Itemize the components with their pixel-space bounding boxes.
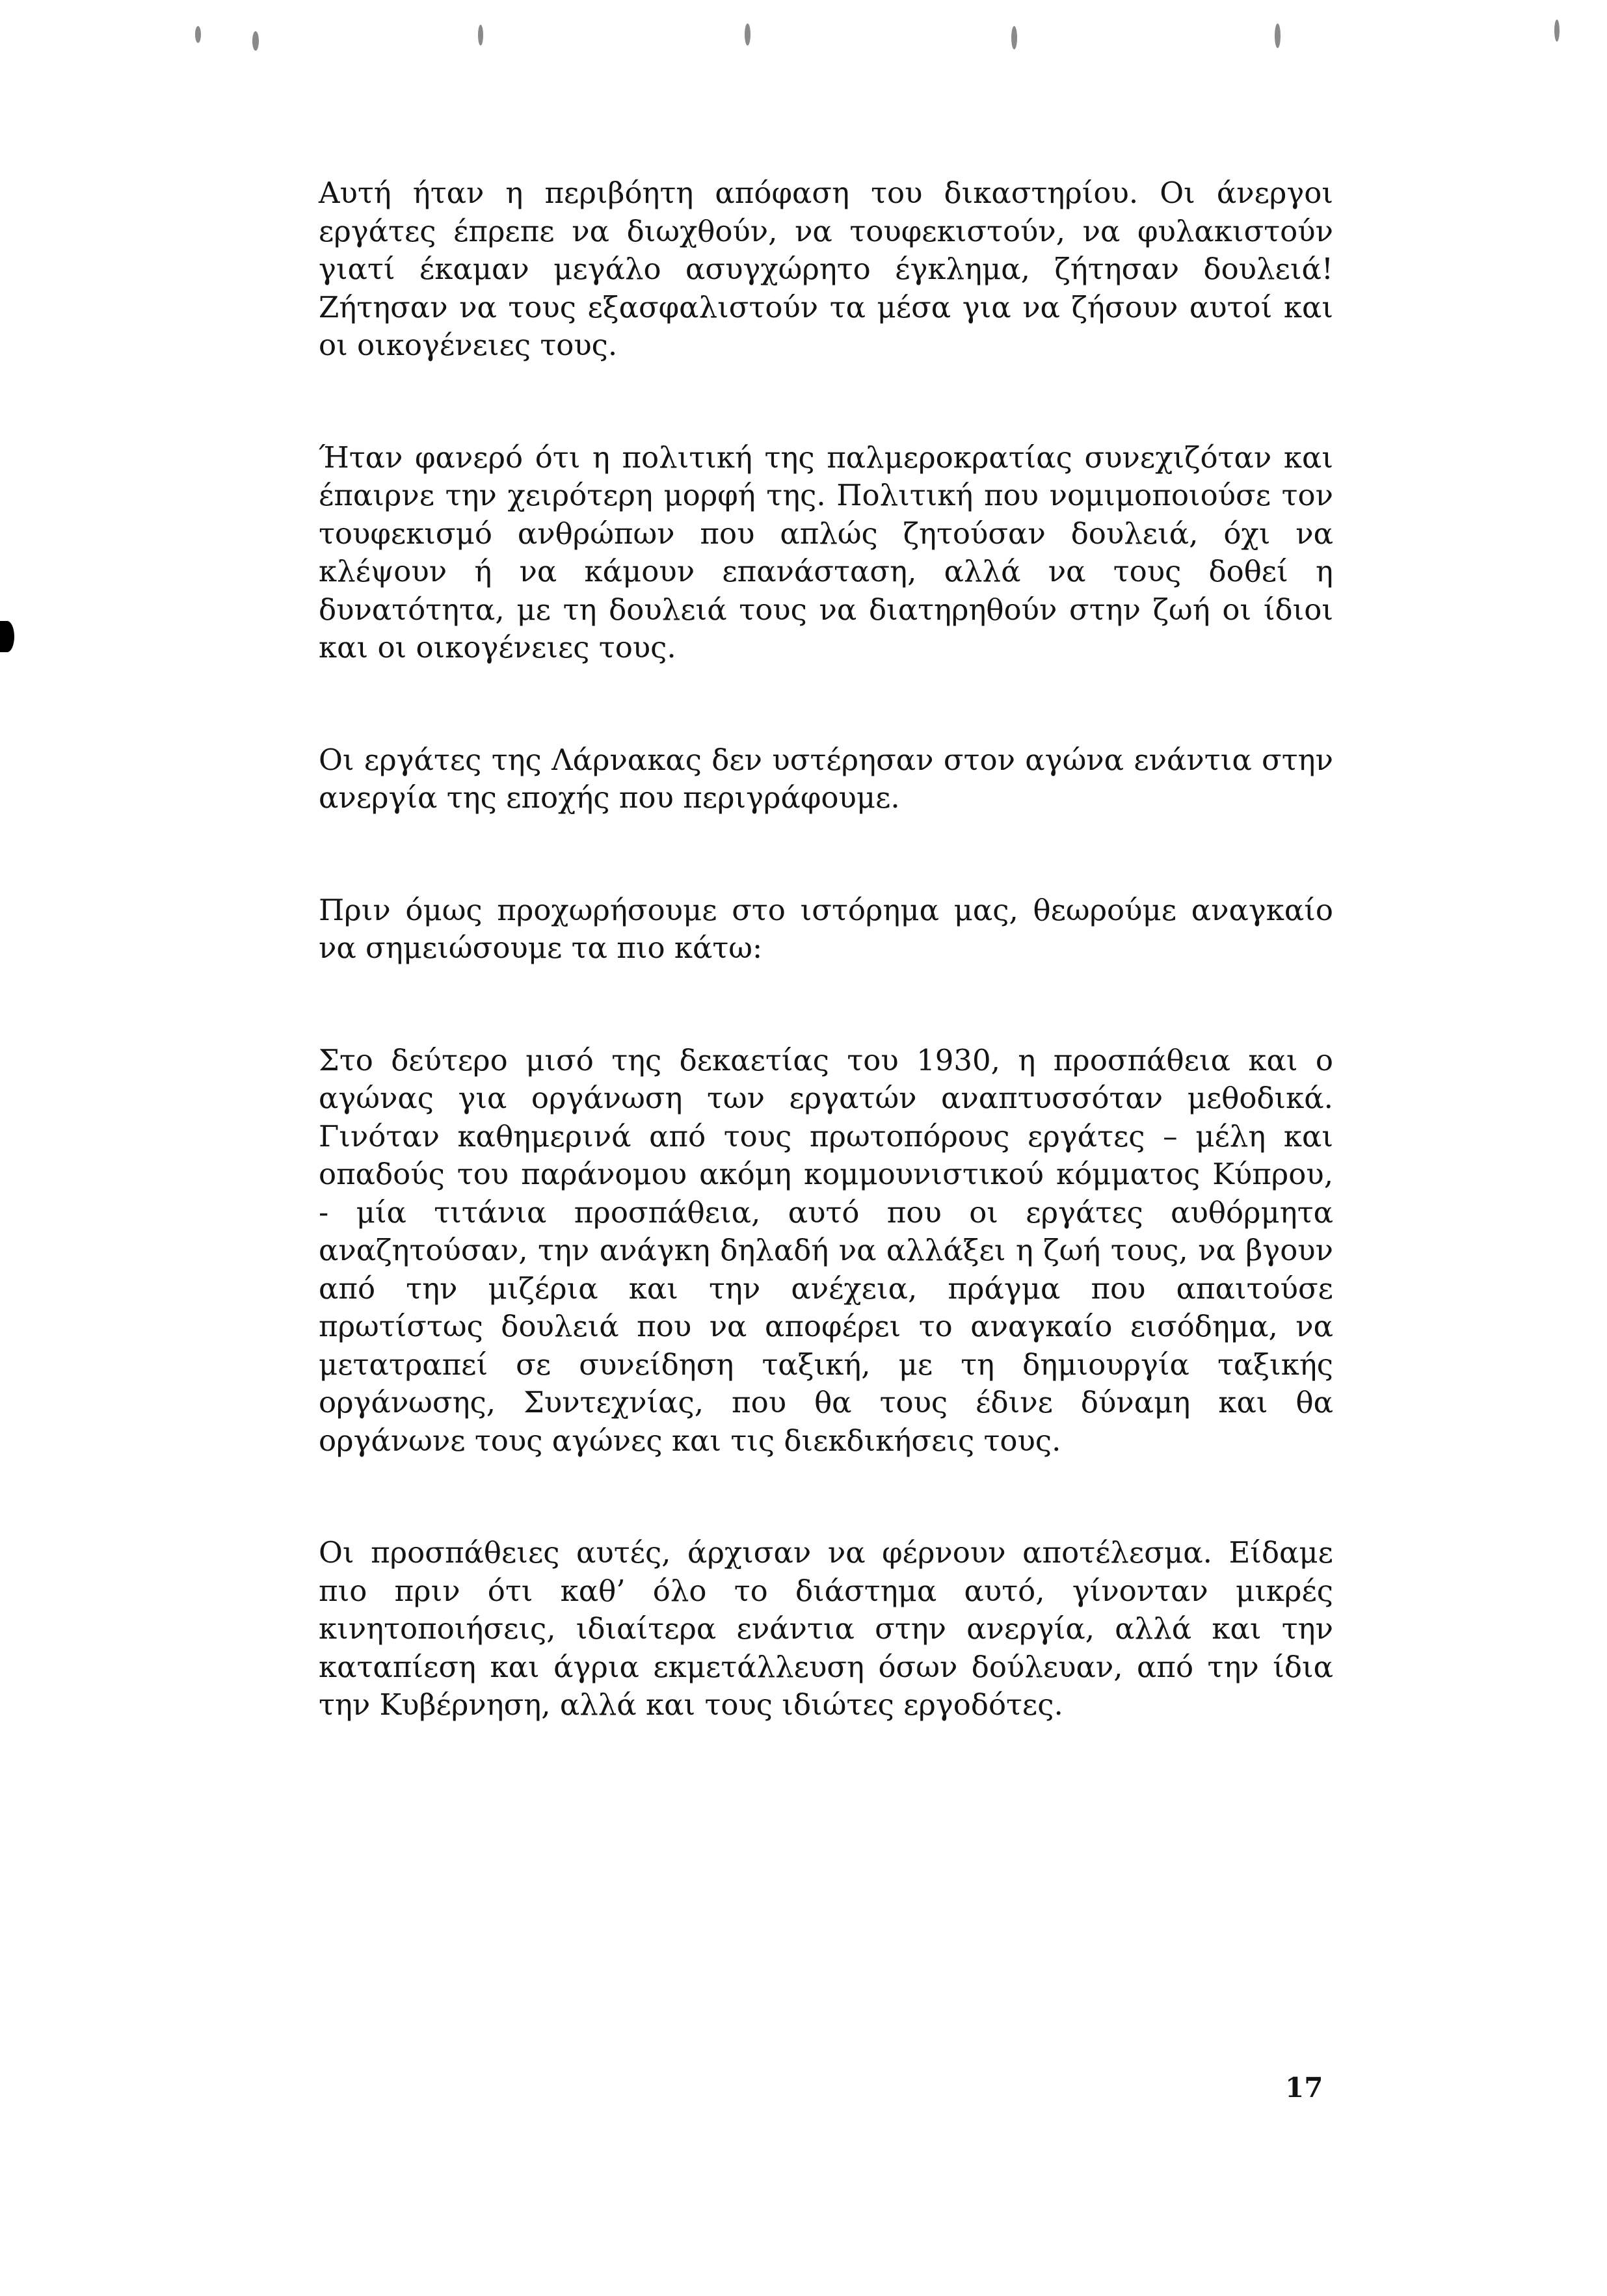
- paragraph: Πριν όμως προχωρήσουμε στο ιστόρημα μας, θεωρούμε αναγκαίο να σημειώσουμε τα πιο κάτω:: [319, 892, 1333, 965]
- paragraph: Αυτή ήταν η περιβόητη απόφαση του δικαστηρίου. Οι άνεργοι εργάτες έπρεπε να διωχθούν, να τουφεκιστούν, να φυλακιστούν γιατί έκαμαν μεγάλο ασυγχώρητο έγκλημα, ζήτησαν δουλειά! Ζήτησαν να τους εξασφαλιστούν τα μέσα για να ζήσουν αυτοί και οι οικογένειες τους.: [319, 176, 1333, 362]
- paragraph: Οι εργάτες της Λάρνακας δεν υστέρησαν στον αγώνα ενάντια στην ανεργία της εποχής που περιγράφουμε.: [319, 742, 1333, 815]
- page-number: 17: [1285, 2072, 1323, 2104]
- scan-artifact: [1275, 23, 1281, 48]
- binding-hole-mark: [0, 621, 14, 652]
- scan-artifact: [1011, 26, 1017, 49]
- paragraph: Ήταν φανερό ότι η πολιτική της παλμεροκρατίας συνεχιζόταν και έπαιρνε την χειρότερη μορφή της. Πολιτική που νομιμοποιούσε τον τουφεκισμό ανθρώπων που απλώς ζητούσαν δουλειά, όχι να κλέψουν ή να κάμουν επανάσταση, αλλά να τους δοθεί η δυνατότητα, με τη δουλειά τους να διατηρηθούν στην ζωή οι ίδιοι και οι οικογένειες τους.: [319, 440, 1333, 665]
- paragraph: Οι προσπάθειες αυτές, άρχισαν να φέρνουν αποτέλεσμα. Είδαμε πιο πριν ότι καθ’ όλο το διάστημα αυτό, γίνονταν μικρές κινητοποιήσεις, ιδιαίτερα ενάντια στην ανεργία, αλλά και την καταπίεση και άγρια εκμετάλλευση όσων δούλευαν, από την ίδια την Κυβέρνηση, αλλά και τους ιδιώτες εργοδότες.: [319, 1535, 1333, 1722]
- body-text: [319, 174, 1333, 1799]
- scan-artifact: [1554, 20, 1560, 42]
- paragraph: Στο δεύτερο μισό της δεκαετίας του 1930, η προσπάθεια και ο αγώνας για οργάνωση των εργατών αναπτυσσόταν μεθοδικά. Γινόταν καθημερινά από τους πρωτοπόρους εργάτες – μέλη και οπαδούς του παράνομου ακόμη κομμουνιστικού κόμματος Κύπρου, - μία τιτάνια προσπάθεια, αυτό που οι εργάτες αυθόρμητα αναζητούσαν, την ανάγκη δηλαδή να αλλάξει η ζωή τους, να βγουν από την μιζέρια και την ανέχεια, πράγμα που απαιτούσε πρωτίστως δουλειά που να αποφέρει το αναγκαίο εισόδημα, να μετατραπεί σε συνείδηση ταξική, με τη δημιουργία ταξικής οργάνωσης, Συντεχνίας, που θα τους έδινε δύναμη και θα οργάνωνε τους αγώνες και τις διεκδικήσεις τους.: [319, 1042, 1333, 1458]
- scan-artifact: [745, 23, 750, 46]
- scan-artifact: [195, 26, 201, 43]
- scan-artifact: [478, 25, 483, 46]
- scan-artifact: [252, 31, 259, 51]
